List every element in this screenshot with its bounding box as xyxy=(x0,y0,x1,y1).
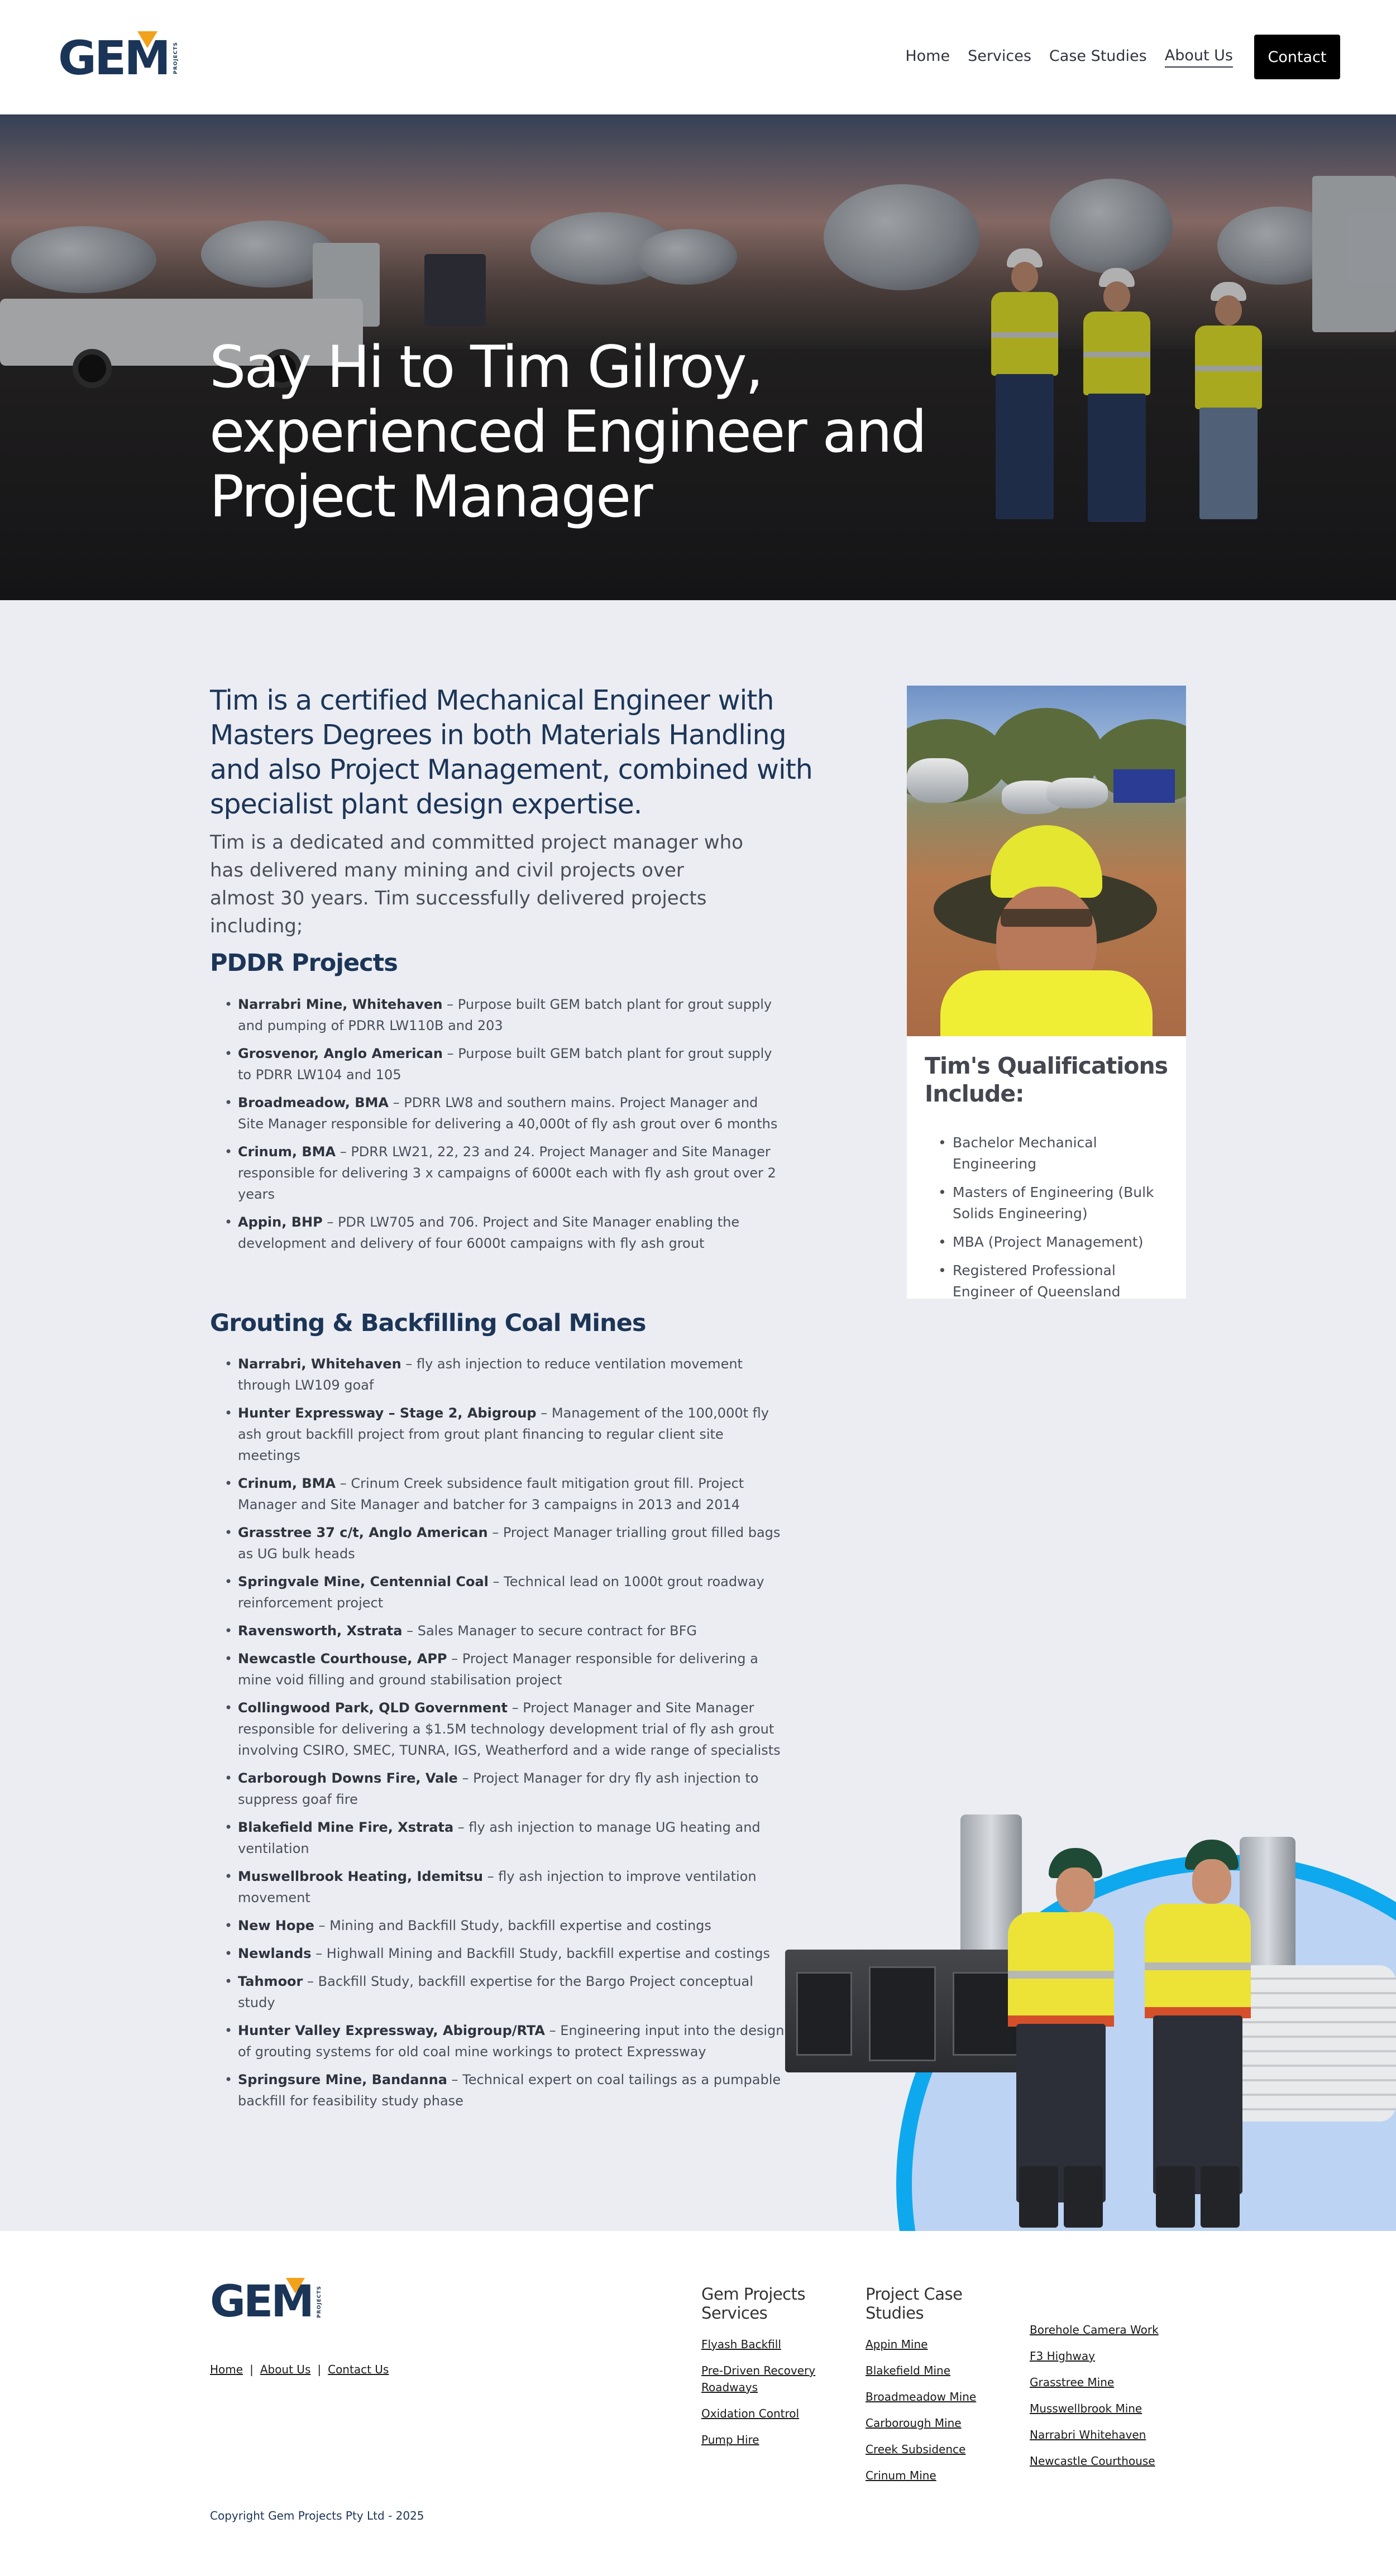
logo-triangle-icon xyxy=(286,2278,305,2293)
list-item: • Appin, BHP – PDR LW705 and 706. Project and Site Manager enabling the development and delivery of four 6000t campaigns with fly ash grout xyxy=(210,1212,785,1254)
logo-triangle-icon xyxy=(137,31,157,48)
list-item: • Narrabri Mine, Whitehaven – Purpose built GEM batch plant for grout supply and pumping of PDRR LW110B and 203 xyxy=(210,994,785,1036)
logo-subtext: PROJECTS xyxy=(316,2286,322,2318)
site-header xyxy=(0,0,1396,114)
list-item: • Registered Professional Engineer of Queensland xyxy=(925,1260,1170,1303)
list-item: • MBA (Project Management) xyxy=(925,1232,1170,1253)
footer-case-link[interactable]: Newcastle Courthouse xyxy=(1030,2454,1155,2468)
footer-case-link[interactable]: Grasstree Mine xyxy=(1030,2376,1115,2389)
footer-cases-column xyxy=(866,2285,1022,2493)
list-item: • Grosvenor, Anglo American – Purpose built GEM batch plant for grout supply to PDRR LW104 and 105 xyxy=(210,1043,785,1085)
footer-cases-column-2 xyxy=(1030,2321,1197,2479)
tim-portrait-photo xyxy=(907,686,1186,1036)
contact-button[interactable]: Contact xyxy=(1254,35,1340,79)
separator: | xyxy=(317,2363,322,2376)
footer-link-home[interactable]: Home xyxy=(210,2363,243,2376)
footer-link-contact[interactable]: Contact Us xyxy=(328,2363,389,2376)
qualifications-card xyxy=(907,686,1186,1299)
list-item: • Narrabri, Whitehaven – fly ash injection to reduce ventilation movement through LW109 goaf xyxy=(210,1353,785,1396)
list-item: • Springsure Mine, Bandanna – Technical expert on coal tailings as a pumpable backfill for feasibility study phase xyxy=(210,2069,785,2111)
footer-case-link[interactable]: Creek Subsidence xyxy=(866,2443,966,2456)
footer-case-link[interactable]: Musswellbrook Mine xyxy=(1030,2402,1142,2415)
list-item: • Springvale Mine, Centennial Coal – Technical lead on 1000t grout roadway reinforcement project xyxy=(210,1571,785,1613)
list-item: • Ravensworth, Xstrata – Sales Manager to secure contract for BFG xyxy=(210,1620,785,1641)
footer-links xyxy=(210,2363,389,2376)
nav-case-studies[interactable]: Case Studies xyxy=(1049,47,1147,65)
main-nav xyxy=(887,35,1340,79)
qualifications-title: Tim's Qualifications Include: xyxy=(925,1052,1168,1107)
pddr-projects-title: PDDR Projects xyxy=(210,949,398,977)
list-item: • Collingwood Park, QLD Government – Project Manager and Site Manager responsible for delivering a $1.5M technology development trial of fly ash grout involving CSIRO, SMEC, TUNRA, IGS, Weatherford and a wide range of specialists xyxy=(210,1697,785,1761)
list-item: • Newlands – Highwall Mining and Backfill Study, backfill expertise and costings xyxy=(210,1943,785,1964)
list-item: • Blakefield Mine Fire, Xstrata – fly ash injection to manage UG heating and ventilation xyxy=(210,1817,785,1859)
footer-gem-logo[interactable] xyxy=(210,2277,322,2327)
logo-subtext: PROJECTS xyxy=(173,42,179,74)
list-item: • Muswellbrook Heating, Idemitsu – fly ash injection to improve ventilation movement xyxy=(210,1866,785,1908)
footer-case-link[interactable]: Crinum Mine xyxy=(866,2469,936,2482)
footer-services-column xyxy=(701,2285,863,2458)
qualifications-list xyxy=(925,1132,1170,1310)
nav-home[interactable]: Home xyxy=(905,47,950,65)
intro-heading: Tim is a certified Mechanical Engineer with Masters Degrees in both Materials Handling and also Project Management, combined with specialist plant design expertise. xyxy=(210,684,812,820)
list-item: • Grasstree 37 c/t, Anglo American – Project Manager trialling grout filled bags as UG bulk heads xyxy=(210,1522,785,1564)
site-footer xyxy=(0,2231,1396,2576)
list-item: • Masters of Engineering (Bulk Solids Engineering) xyxy=(925,1182,1170,1224)
footer-service-link[interactable]: Flyash Backfill xyxy=(701,2338,781,2351)
footer-case-link[interactable]: Appin Mine xyxy=(866,2338,928,2351)
footer-case-link[interactable]: F3 Highway xyxy=(1030,2349,1096,2363)
footer-cases-title: Project Case Studies xyxy=(866,2285,963,2323)
intro-body: Tim is a dedicated and committed project manager who has delivered many mining and civil projects over almost 30 years. Tim successfully delivered projects including; xyxy=(210,831,743,937)
footer-case-link[interactable]: Carborough Mine xyxy=(866,2416,962,2430)
footer-service-link[interactable]: Pump Hire xyxy=(701,2433,759,2446)
grouting-list xyxy=(210,1353,785,2118)
footer-case-link[interactable]: Broadmeadow Mine xyxy=(866,2390,977,2403)
footer-case-link[interactable]: Narrabri Whitehaven xyxy=(1030,2428,1146,2441)
hero-title: Say Hi to Tim Gilroy, experienced Engineer and Project Manager xyxy=(209,334,926,530)
footer-service-link[interactable]: Pre-Driven Recovery Roadways xyxy=(701,2364,816,2394)
list-item: • New Hope – Mining and Backfill Study, backfill expertise and costings xyxy=(210,1915,785,1936)
list-item: • Tahmoor – Backfill Study, backfill expertise for the Bargo Project conceptual study xyxy=(210,1971,785,2013)
gem-logo[interactable] xyxy=(58,31,179,85)
copyright: Copyright Gem Projects Pty Ltd - 2025 xyxy=(210,2509,424,2522)
workers-plant-graphic xyxy=(782,1803,1396,2231)
nav-about-us[interactable]: About Us xyxy=(1165,47,1233,68)
logo-wordmark: GEM xyxy=(58,31,169,85)
list-item: • Hunter Expressway – Stage 2, Abigroup – Management of the 100,000t fly ash grout backfill project from grout plant financing to regular client site meetings xyxy=(210,1402,785,1466)
list-item: • Newcastle Courthouse, APP – Project Manager responsible for delivering a mine void filling and ground stabilisation project xyxy=(210,1648,785,1691)
list-item: • Bachelor Mechanical Engineering xyxy=(925,1132,1170,1175)
footer-link-about[interactable]: About Us xyxy=(260,2363,311,2376)
list-item: • Crinum, BMA – Crinum Creek subsidence fault mitigation grout fill. Project Manager and Site Manager and batcher for 3 campaigns in 2013 and 2014 xyxy=(210,1473,785,1515)
hero-banner xyxy=(0,114,1396,600)
footer-service-link[interactable]: Oxidation Control xyxy=(701,2407,800,2420)
list-item: • Broadmeadow, BMA – PDRR LW8 and southern mains. Project Manager and Site Manager responsible for delivering a 40,000t of fly ash grout over 6 months xyxy=(210,1092,785,1134)
grouting-title: Grouting & Backfilling Coal Mines xyxy=(210,1309,646,1337)
list-item: • Carborough Downs Fire, Vale – Project Manager for dry fly ash injection to suppress goaf fire xyxy=(210,1768,785,1810)
list-item: • Crinum, BMA – PDRR LW21, 22, 23 and 24. Project Manager and Site Manager responsible for delivering 3 x campaigns of 6000t each with fly ash grout over 2 years xyxy=(210,1141,785,1205)
footer-services-title: Gem Projects Services xyxy=(701,2285,806,2323)
footer-case-link[interactable]: Borehole Camera Work xyxy=(1030,2323,1159,2336)
nav-services[interactable]: Services xyxy=(968,47,1031,65)
separator: | xyxy=(250,2363,254,2376)
list-item: • Hunter Valley Expressway, Abigroup/RTA – Engineering input into the design of grouting systems for old coal mine workings to protect Expressway xyxy=(210,2020,785,2062)
logo-wordmark: GEM xyxy=(210,2277,312,2327)
pddr-projects-list xyxy=(210,994,785,1261)
footer-case-link[interactable]: Blakefield Mine xyxy=(866,2364,951,2377)
